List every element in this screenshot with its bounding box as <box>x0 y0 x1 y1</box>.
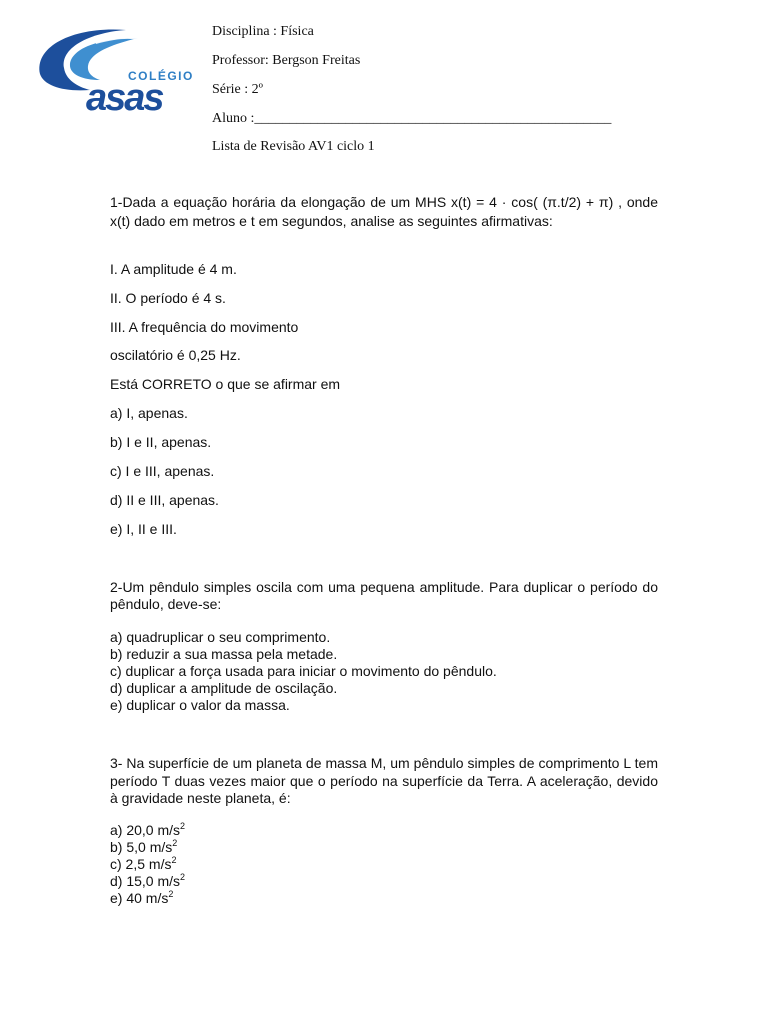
q1-option-e: e) I, II e III. <box>110 521 177 537</box>
q2-option-c: c) duplicar a força usada para iniciar o movimento do pêndulo. <box>110 663 497 679</box>
q3-option-b-exp: 2 <box>172 838 178 848</box>
q3-option-c-text: c) 2,5 m/s <box>110 856 172 872</box>
q3-option-d-exp: 2 <box>180 872 186 882</box>
colegio-asas-logo <box>34 24 194 116</box>
q1-option-d: d) II e III, apenas. <box>110 492 219 508</box>
q1-item-4: oscilatório é 0,25 Hz. <box>110 347 241 363</box>
q3-option-b <box>110 839 177 856</box>
q2-option-b: b) reduzir a sua massa pela metade. <box>110 646 338 662</box>
q1-option-c: c) I e III, apenas. <box>110 463 215 479</box>
q1-item-1: I. A amplitude é 4 m. <box>110 261 237 277</box>
header-disciplina: Disciplina : Física <box>212 24 314 39</box>
q3-option-e-exp: 2 <box>168 889 174 899</box>
header-aluno: Aluno :___________________________________________________ <box>212 111 612 126</box>
q3-option-c <box>110 856 176 873</box>
q1-option-a: a) I, apenas. <box>110 405 188 421</box>
header-professor: Professor: Bergson Freitas <box>212 53 361 68</box>
q3-option-b-text: b) 5,0 m/s <box>110 839 173 855</box>
logo-top-text: COLÉGIO <box>128 69 194 83</box>
q1-item-3: III. A frequência do movimento <box>110 319 299 335</box>
q1-option-b: b) I e II, apenas. <box>110 434 212 450</box>
q3-option-c-exp: 2 <box>171 855 177 865</box>
q3-statement: 3- Na superfície de um planeta de massa M, um pêndulo simples de comprimento L tem período T duas vezes maior que o período na superfície da Terra. A aceleração, devido à gravidade neste planeta, é: <box>110 755 658 806</box>
q3-option-e-text: e) 40 m/s <box>110 890 169 906</box>
header-serie: Série : 2º <box>212 82 263 97</box>
q2-option-a: a) quadruplicar o seu comprimento. <box>110 629 331 645</box>
q2-option-d: d) duplicar a amplitude de oscilação. <box>110 680 338 696</box>
logo-swoosh-icon <box>34 24 194 116</box>
q2-option-e: e) duplicar o valor da massa. <box>110 697 290 713</box>
q2-statement: 2-Um pêndulo simples oscila com uma pequena amplitude. Para duplicar o período do pêndulo, deve-se: <box>110 579 658 612</box>
q3-option-d-text: d) 15,0 m/s <box>110 873 181 889</box>
q3-option-a-exp: 2 <box>180 821 186 831</box>
q3-option-a <box>110 822 185 839</box>
logo-main-text: asas <box>86 77 163 116</box>
q1-item-2: II. O período é 4 s. <box>110 290 226 306</box>
q3-option-a-text: a) 20,0 m/s <box>110 822 181 838</box>
q3-option-d <box>110 873 185 890</box>
q1-prompt: Está CORRETO o que se afirmar em <box>110 376 341 392</box>
q3-option-e <box>110 890 173 907</box>
header-lista: Lista de Revisão AV1 ciclo 1 <box>212 139 375 154</box>
q1-statement: 1-Dada a equação horária da elongação de um MHS x(t) = 4 · cos( (π.t/2) + π) , onde x(t) dado em metros e t em segundos, analise as seguintes afirmativas: <box>110 194 658 229</box>
